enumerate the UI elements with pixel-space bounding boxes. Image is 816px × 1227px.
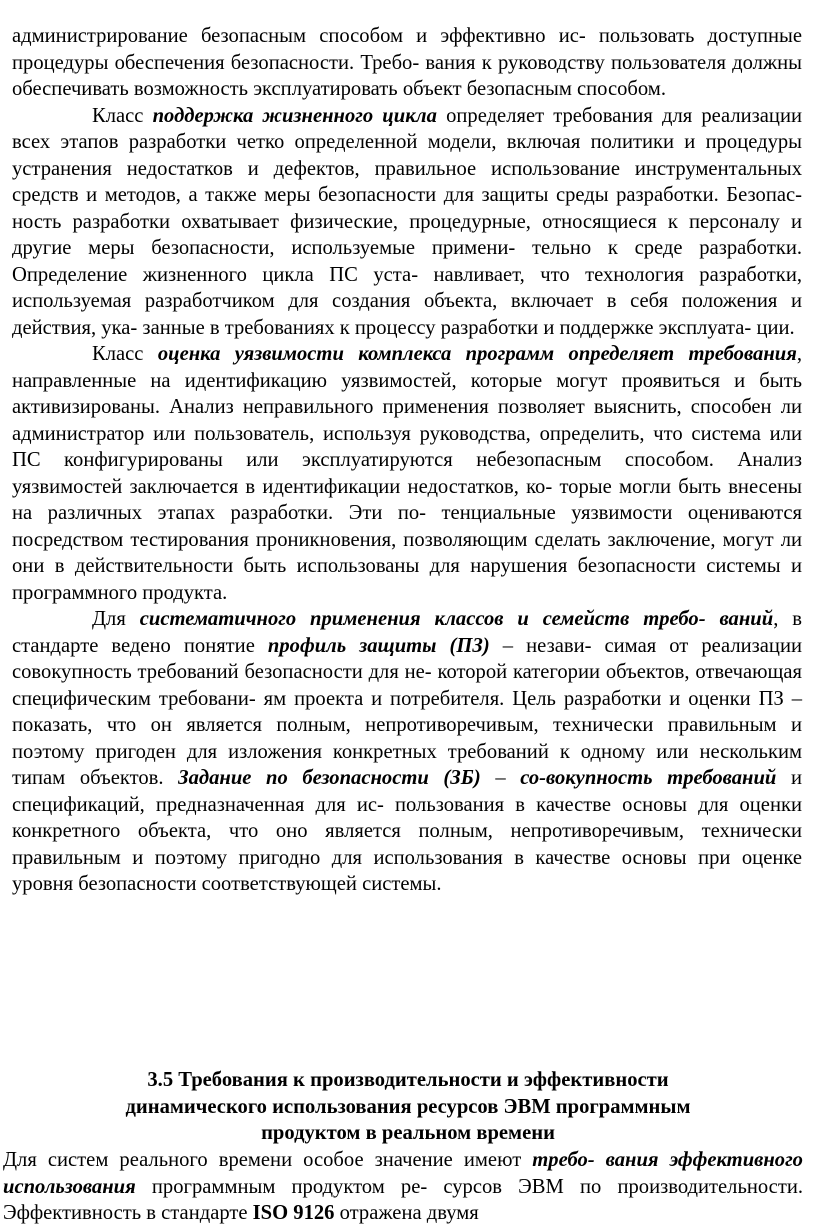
- paragraph-1-text: администрирование безопасным способом и эффективно ис- пользовать доступные процедуры обеспечения безопасности. Требо- вания к руководству пользователя должны обеспечивать возможность эксплуатировать объект безопасным способом.: [12, 25, 802, 100]
- section-heading-line-2: динамического использования ресурсов ЭВМ программным: [125, 1095, 691, 1118]
- paragraph-lifecycle: [12, 103, 802, 342]
- body-text: [12, 23, 802, 898]
- standard-reference: ISO 9126: [252, 1202, 335, 1224]
- paragraph-lifecycle-text-1: Класс: [92, 104, 153, 127]
- paragraph-vulnerability-text-1: Класс: [92, 343, 158, 365]
- section-heading-line-1: 3.5 Требования к производительности и эффективности: [147, 1069, 669, 1091]
- term-lifecycle-support: поддержка жизненного цикла: [152, 104, 437, 127]
- term-efficient-use: требо- вания эффективного использования: [3, 1149, 803, 1198]
- paragraph-pp-text-3: – незави- симая от реализации совокупность требований безопасности для не- которой категории объектов, отвечающая специфическим требовани- ям проекта и потребителя. Цель разработки и оценки ПЗ – показать, что он является полным, непротиворечивым, технически правильным и поэтому пригоден для изложения конкретных требований к одному или нескольким типам объектов.: [12, 634, 802, 789]
- term-protection-profile: профиль защиты (ПЗ): [267, 634, 490, 657]
- section-heading-line-3: продуктом в реальном времени: [261, 1122, 555, 1144]
- paragraph-vulnerability: [12, 341, 802, 606]
- paragraph-pp-text-2: , в стандарте ведено понятие: [12, 608, 802, 657]
- term-vulnerability-assessment: оценка уязвимости комплекса программ определяет требования: [157, 343, 797, 365]
- paragraph-realtime-text-1: Для систем реального времени особое значение имеют: [3, 1149, 533, 1171]
- paragraph-realtime-text-2: программным продуктом ре- сурсов ЭВМ по производительности. Эффективность в стандарте: [3, 1175, 803, 1224]
- term-security-target: Задание по безопасности (ЗБ): [178, 767, 481, 789]
- paragraph-pp-text-1: Для: [92, 608, 140, 630]
- paragraph-pp-text-5: и спецификаций, предназначенная для ис- пользования в качестве основы для оценки конкретного объекта, что оно является полным, непротиворечивым, технически правильным и поэтому пригодно для использования в качестве основы при оценке уровня безопасности соответствующей системы.: [12, 767, 803, 895]
- term-requirements-set: со-вокупность требований: [520, 767, 777, 789]
- paragraph-protection-profile: [12, 606, 802, 898]
- paragraph-realtime: [3, 1147, 803, 1227]
- section-heading: [30, 1067, 786, 1147]
- paragraph-pp-text-4: –: [480, 767, 521, 789]
- paragraph-1: [12, 23, 802, 103]
- term-systematic-application: систематичного применения классов и семейств требо- ваний: [139, 608, 774, 630]
- paragraph-realtime-text-3: отражена двумя: [334, 1202, 479, 1224]
- paragraph-lifecycle-text-2: определяет требования для реализации всех этапов разработки четко определенной модели, включая политики и процедуры устранения недостатков и дефектов, правильное использование инструментальных средств и методов, а также меры безопасности для защиты среды разработки. Безопас- ность разработки охватывает физические, процедурные, относящиеся к персоналу и другие меры безопасности, используемые примени- тельно к среде разработки. Определение жизненного цикла ПС уста- навливает, что технология разработки, используемая разработчиком для создания объекта, включает в себя положения и действия, ука- занные в требованиях к процессу разработки и поддержке эксплуата- ции.: [12, 104, 802, 339]
- paragraph-vulnerability-text-2: , направленные на идентификацию уязвимостей, которые могут проявиться и быть активизированы. Анализ неправильного применения позволяет выяснить, способен ли администратор или пользователь, используя руководства, определить, что система или ПС конфигурированы или эксплуатируются небезопасным способом. Анализ уязвимостей заключается в идентификации недостатков, ко- торые могли быть внесены на различных этапах разработки. Эти по- тенциальные уязвимости оцениваются посредством тестирования проникновения, позволяющим сделать заключение, могут ли они в действительности быть использованы для нарушения безопасности системы и программного продукта.: [12, 343, 802, 604]
